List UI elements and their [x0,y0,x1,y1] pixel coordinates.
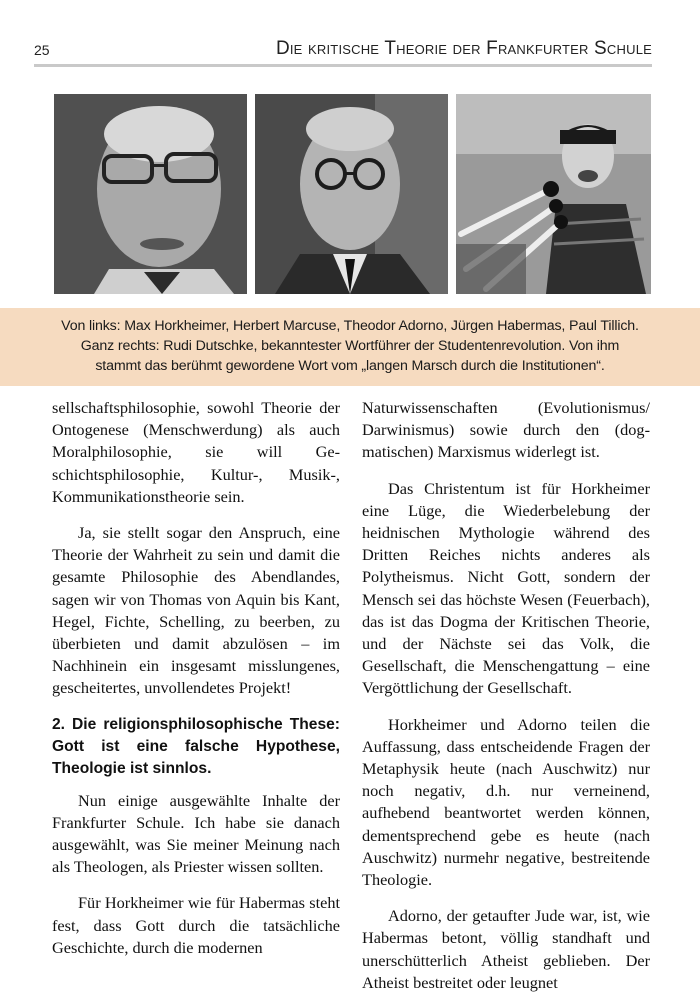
photo-caption [20,316,680,376]
right-paragraph-1: Naturwissenschaften (Evolutionismus/ Darwinismus) sowie durch den (dogmatischen) Marxismus widerlegt ist. [362,398,650,462]
photo-strip [54,94,651,294]
right-paragraph-4: Adorno, der getaufter Jude war, ist, wie Habermas betont, völlig standhaft und unerschütterlich Atheist geblieben. Der Atheist bestreitet oder leugnet [362,906,650,992]
caption-line-3: stammt das berühmt gewordene Wort vom „langen Marsch durch die Institutionen“. [95,358,605,374]
running-title: Die kritische Theorie der Frankfurter Schule [275,38,652,59]
portrait-photo-2 [255,94,448,294]
right-paragraph-3: Horkheimer und Adorno teilen die Auffassung, dass entscheidende Fragen der Metaphysik heute (nach Auschwitz) nur noch negativ, d.h. nur verneinend, aufhebend beantwortet werden können, dementsprechend gebe es heute (nach Auschwitz) nurmehr negative, bestreitende Theologie. [362,714,650,890]
caption-line-1: Von links: Max Horkheimer, Herbert Marcuse, Theodor Adorno, Jürgen Habermas, Paul Tillich. [61,318,639,334]
left-paragraph-4: Für Horkheimer wie für Habermas steht fest, dass Gott durch die tatsächliche Geschichte, durch die modernen [52,893,340,957]
page-number: 25 [34,42,50,58]
right-paragraph-2: Das Christentum ist für Horkheimer eine Lüge, die Wiederbelebung der heidnischen Mythologie während des Dritten Reiches nichts anderes als Polytheismus. Nicht Gott, sondern der Mensch sei das höchste Wesen (Feuerbach), das ist das Dogma der Kritischen Theorie, und der Nächste sei das Volk, die Gesellschaft, die Menschengattung – eine Vergöttlichung der Gesellschaft. [362,478,650,698]
left-paragraph-2: Ja, sie stellt sogar den Anspruch, eine Theorie der Wahrheit zu sein und damit die gesamte Philosophie des Abendlandes, sagen wir von Thomas von Aquin bis Kant, Hegel, Fichte, Schelling, zu beerben, zu überbieten und damit abzulösen – im Nachhinein ein insgesamt misslungenes, gescheitertes, unvollendetes Projekt! [52,523,340,698]
left-paragraph-1: sellschaftsphilosophie, sowohl Theorie der Ontogenese (Menschwerdung) als auch Moralphilosophie, sie will Geschichtsphilosophie, Kultur-, Musik-, Kommunikationstheorie sein. [52,398,340,506]
speaker-microphones-photo [456,94,651,294]
portrait-photo-2-image [255,94,448,294]
speaker-microphones-photo-image [456,94,651,294]
caption-band [0,308,700,386]
portrait-photo-1-image [54,94,247,294]
section-heading: 2. Die religionsphilosophische These: Gott ist eine falsche Hypothese, Theologie ist sinnlos. [52,715,340,777]
portrait-photo-1 [54,94,247,294]
left-column [52,397,340,973]
left-paragraph-3: Nun einige ausgewählte Inhalte der Frankfurter Schule. Ich habe sie danach ausgewählt, was Sie meiner Meinung nach als Theologen, als Priester wissen sollten. [52,790,340,877]
right-column [362,397,650,1008]
page-header [34,38,652,67]
caption-line-2: Ganz rechts: Rudi Dutschke, bekanntester Wortführer der Studentenrevolution. Von ihm [80,338,620,354]
